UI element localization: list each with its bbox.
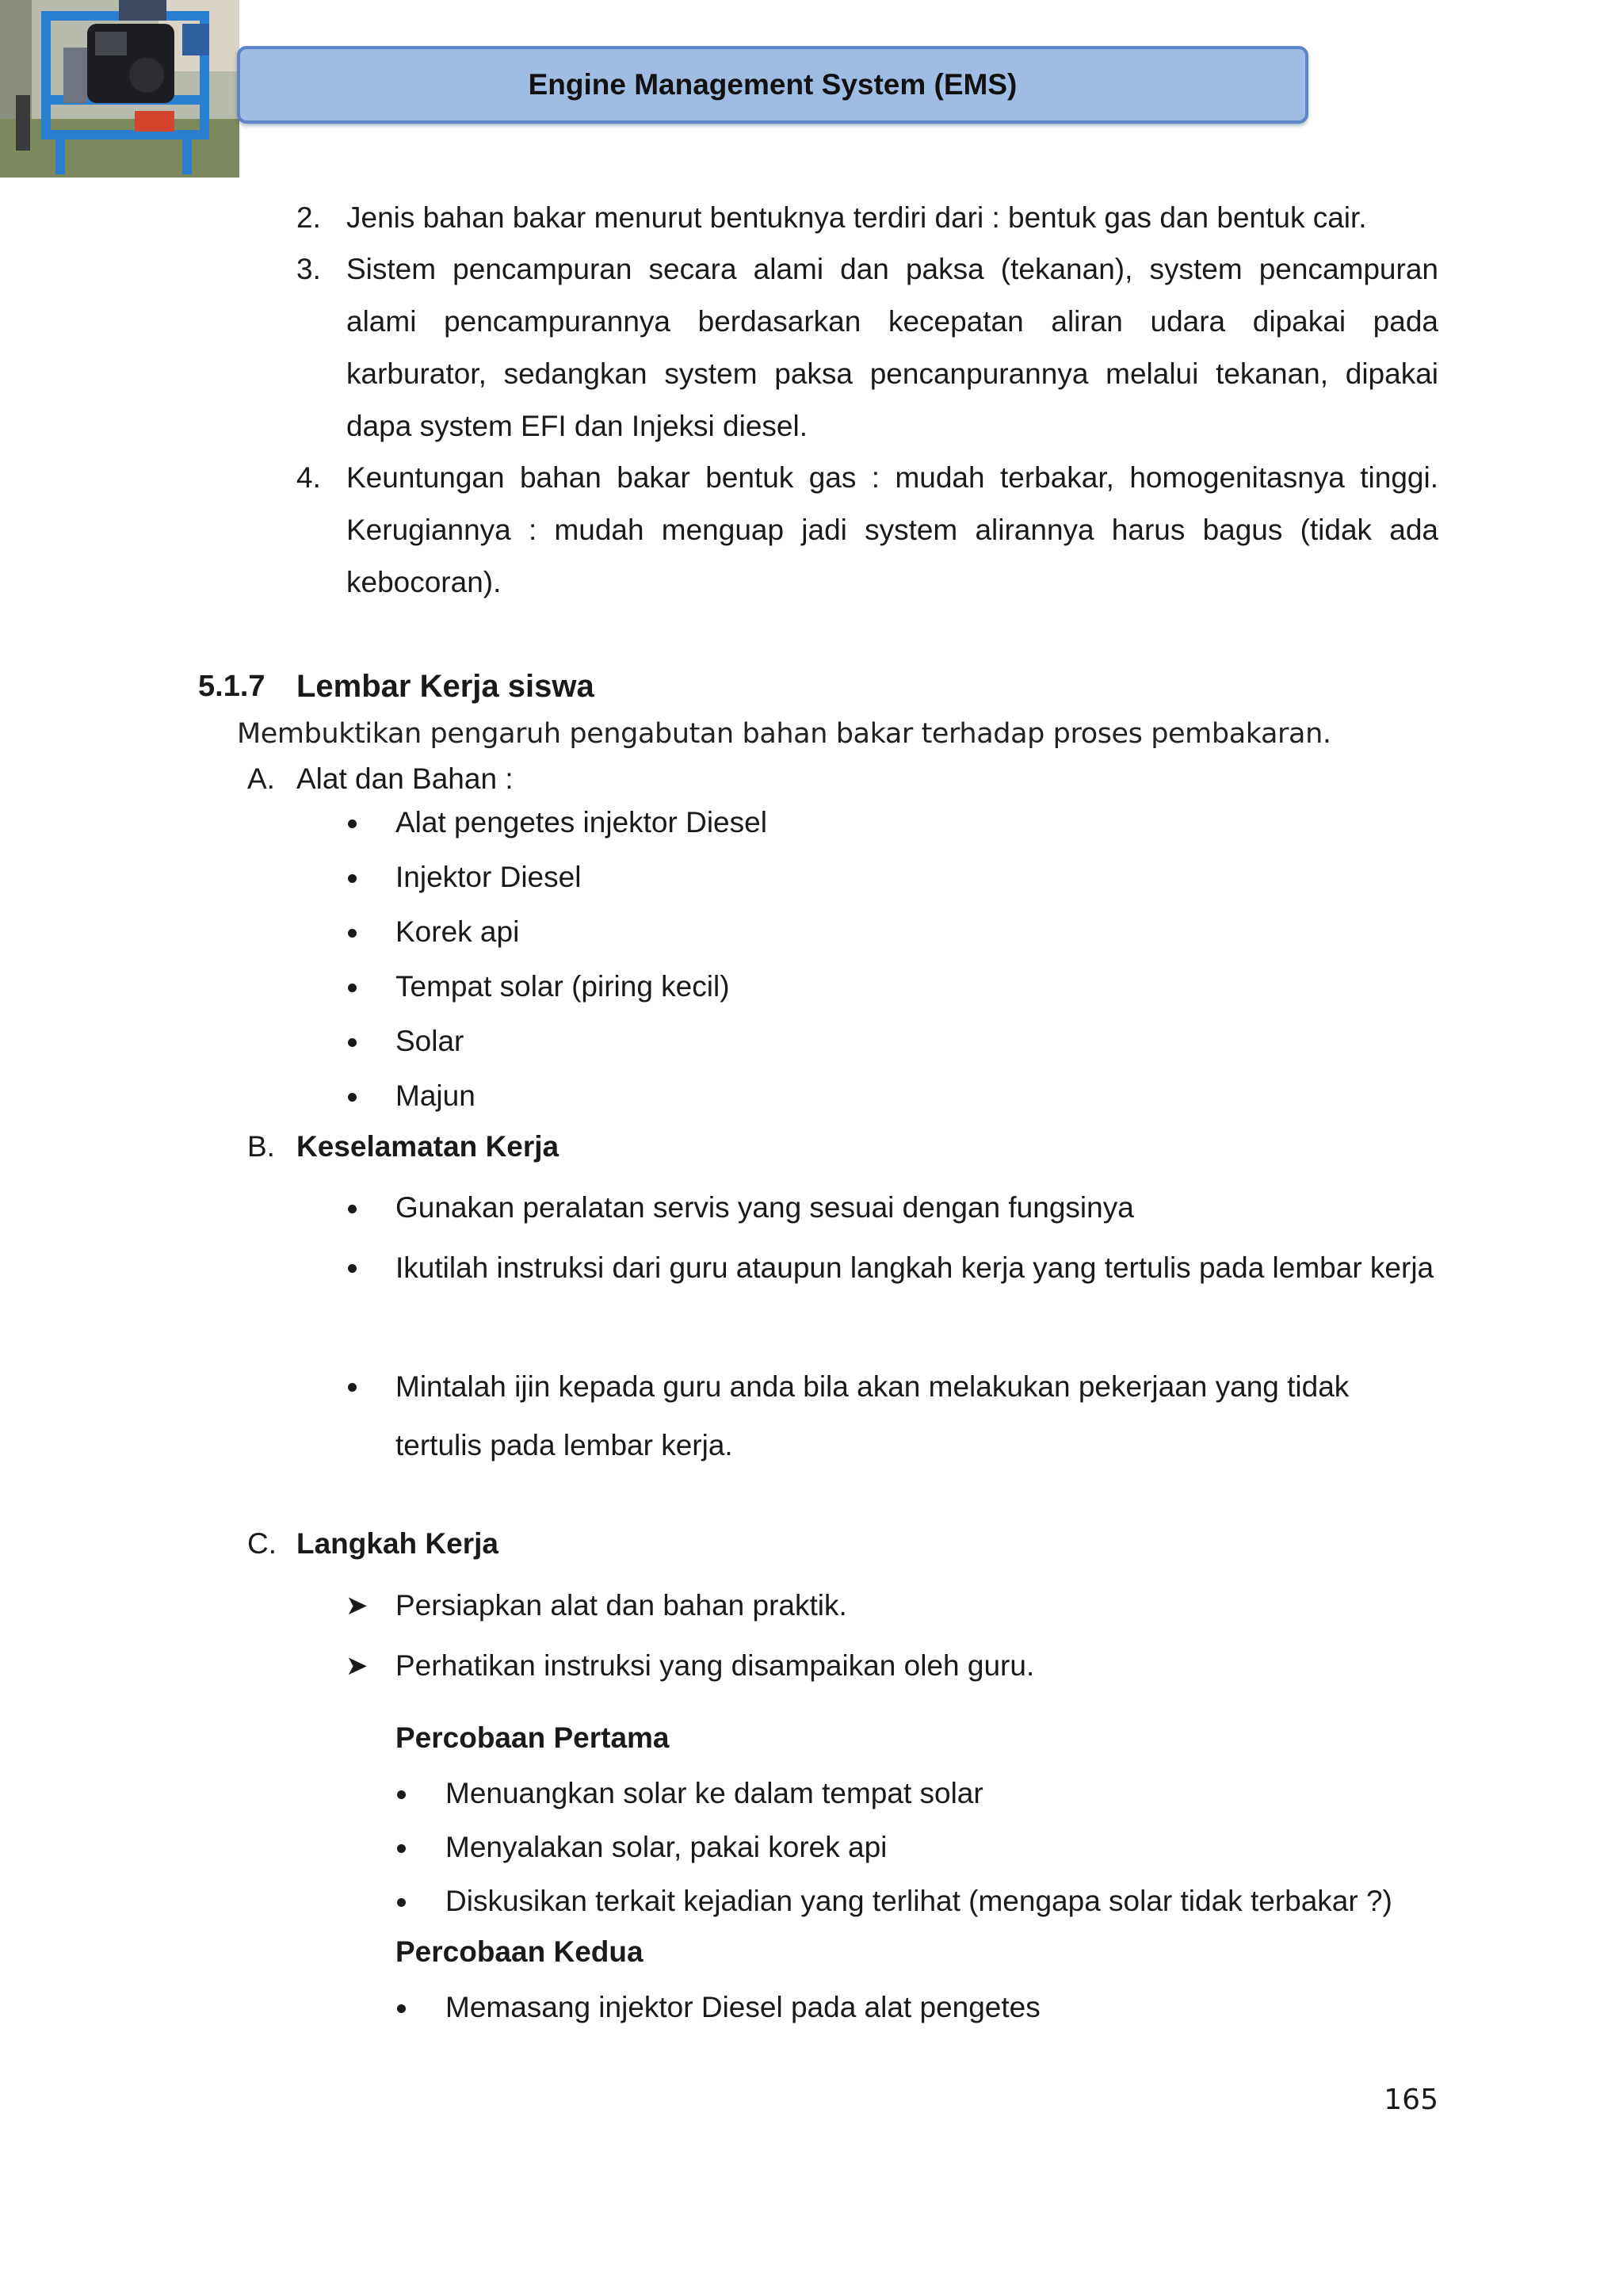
header-banner: [237, 46, 1308, 124]
bullet-dot: [397, 1898, 406, 1907]
experiment-2-title: Percobaan Kedua: [395, 1935, 643, 1968]
tool-item-text: Alat pengetes injektor Diesel: [395, 806, 767, 839]
bullet-dot: [348, 929, 357, 938]
list-marker: 2.: [296, 201, 321, 234]
list-marker: 4.: [296, 461, 321, 494]
section-title: Lembar Kerja siswa: [296, 669, 594, 704]
step-text: Persiapkan alat dan bahan praktik.: [395, 1589, 847, 1622]
part-c-label: Langkah Kerja: [296, 1527, 498, 1560]
safety-item-text: Ikutilah instruksi dari guru ataupun langkah kerja yang tertulis pada lembar kerja: [395, 1251, 1434, 1284]
section-number: 5.1.7: [198, 670, 265, 703]
section-objective: Membuktikan pengaruh pengabutan bahan bakar terhadap proses pembakaran.: [237, 718, 1331, 750]
tool-item-text: Majun: [395, 1079, 475, 1112]
step-text: Perhatikan instruksi yang disampaikan oleh guru.: [395, 1649, 1035, 1682]
bullet-dot: [348, 1264, 357, 1273]
list-text: Keuntungan bahan bakar bentuk gas : mudah terbakar, homogenitasnya tinggi. Kerugiannya : mudah menguap jadi system alirannya harus bagus (tidak ada kebocoran).: [346, 461, 1438, 598]
bullet-dot: [348, 984, 357, 992]
bullet-dot: [397, 1844, 406, 1853]
bullet-dot: [397, 2004, 406, 2013]
bullet-dot: [348, 819, 357, 828]
bullet-dot: [348, 1383, 357, 1392]
experiment-1-title: Percobaan Pertama: [395, 1721, 670, 1754]
experiment-item-text: Menyalakan solar, pakai korek api: [445, 1831, 888, 1863]
part-c-letter: C.: [247, 1527, 277, 1560]
part-b-letter: B.: [247, 1130, 275, 1163]
list-text: Sistem pencampuran secara alami dan paksa (tekanan), system pencampuran alami pencampurannya berdasarkan kecepatan aliran udara dipakai pada karburator, sedangkan system paksa pencanpurannya melalui tekanan, dipakai dapa system EFI dan Injeksi diesel.: [346, 253, 1438, 442]
part-a-label: Alat dan Bahan :: [296, 762, 514, 795]
tool-item-text: Solar: [395, 1025, 464, 1057]
tool-item-text: Korek api: [395, 915, 520, 948]
arrow-bullet-icon: ➤: [346, 1651, 369, 1681]
bullet-dot: [348, 1038, 357, 1047]
bullet-dot: [348, 1093, 357, 1102]
bullet-dot: [348, 1205, 357, 1213]
part-b-label: Keselamatan Kerja: [296, 1130, 559, 1163]
safety-item-text: Mintalah ijin kepada guru anda bila akan melakukan pekerjaan yang tidak tertulis pada lembar kerja.: [395, 1370, 1350, 1461]
bullet-dot: [397, 1790, 406, 1799]
arrow-bullet-icon: ➤: [346, 1591, 369, 1621]
header-title: Engine Management System (EMS): [528, 68, 1018, 101]
safety-item-text: Gunakan peralatan servis yang sesuai dengan fungsinya: [395, 1191, 1134, 1224]
list-marker: 3.: [296, 253, 321, 285]
experiment-item-text: Memasang injektor Diesel pada alat pengetes: [445, 1991, 1041, 2023]
page-number: 165: [1384, 2084, 1438, 2116]
tool-item-text: Injektor Diesel: [395, 861, 582, 893]
experiment-item-text: Menuangkan solar ke dalam tempat solar: [445, 1777, 983, 1809]
bullet-dot: [348, 874, 357, 883]
tool-item-text: Tempat solar (piring kecil): [395, 970, 730, 1003]
engine-trainer-photo: [0, 0, 239, 178]
list-text: Jenis bahan bakar menurut bentuknya terdiri dari : bentuk gas dan bentuk cair.: [346, 201, 1367, 234]
engine-trainer-illustration: [0, 0, 239, 178]
experiment-item-text: Diskusikan terkait kejadian yang terlihat (mengapa solar tidak terbakar ?): [445, 1885, 1392, 1917]
part-a-letter: A.: [247, 762, 275, 795]
